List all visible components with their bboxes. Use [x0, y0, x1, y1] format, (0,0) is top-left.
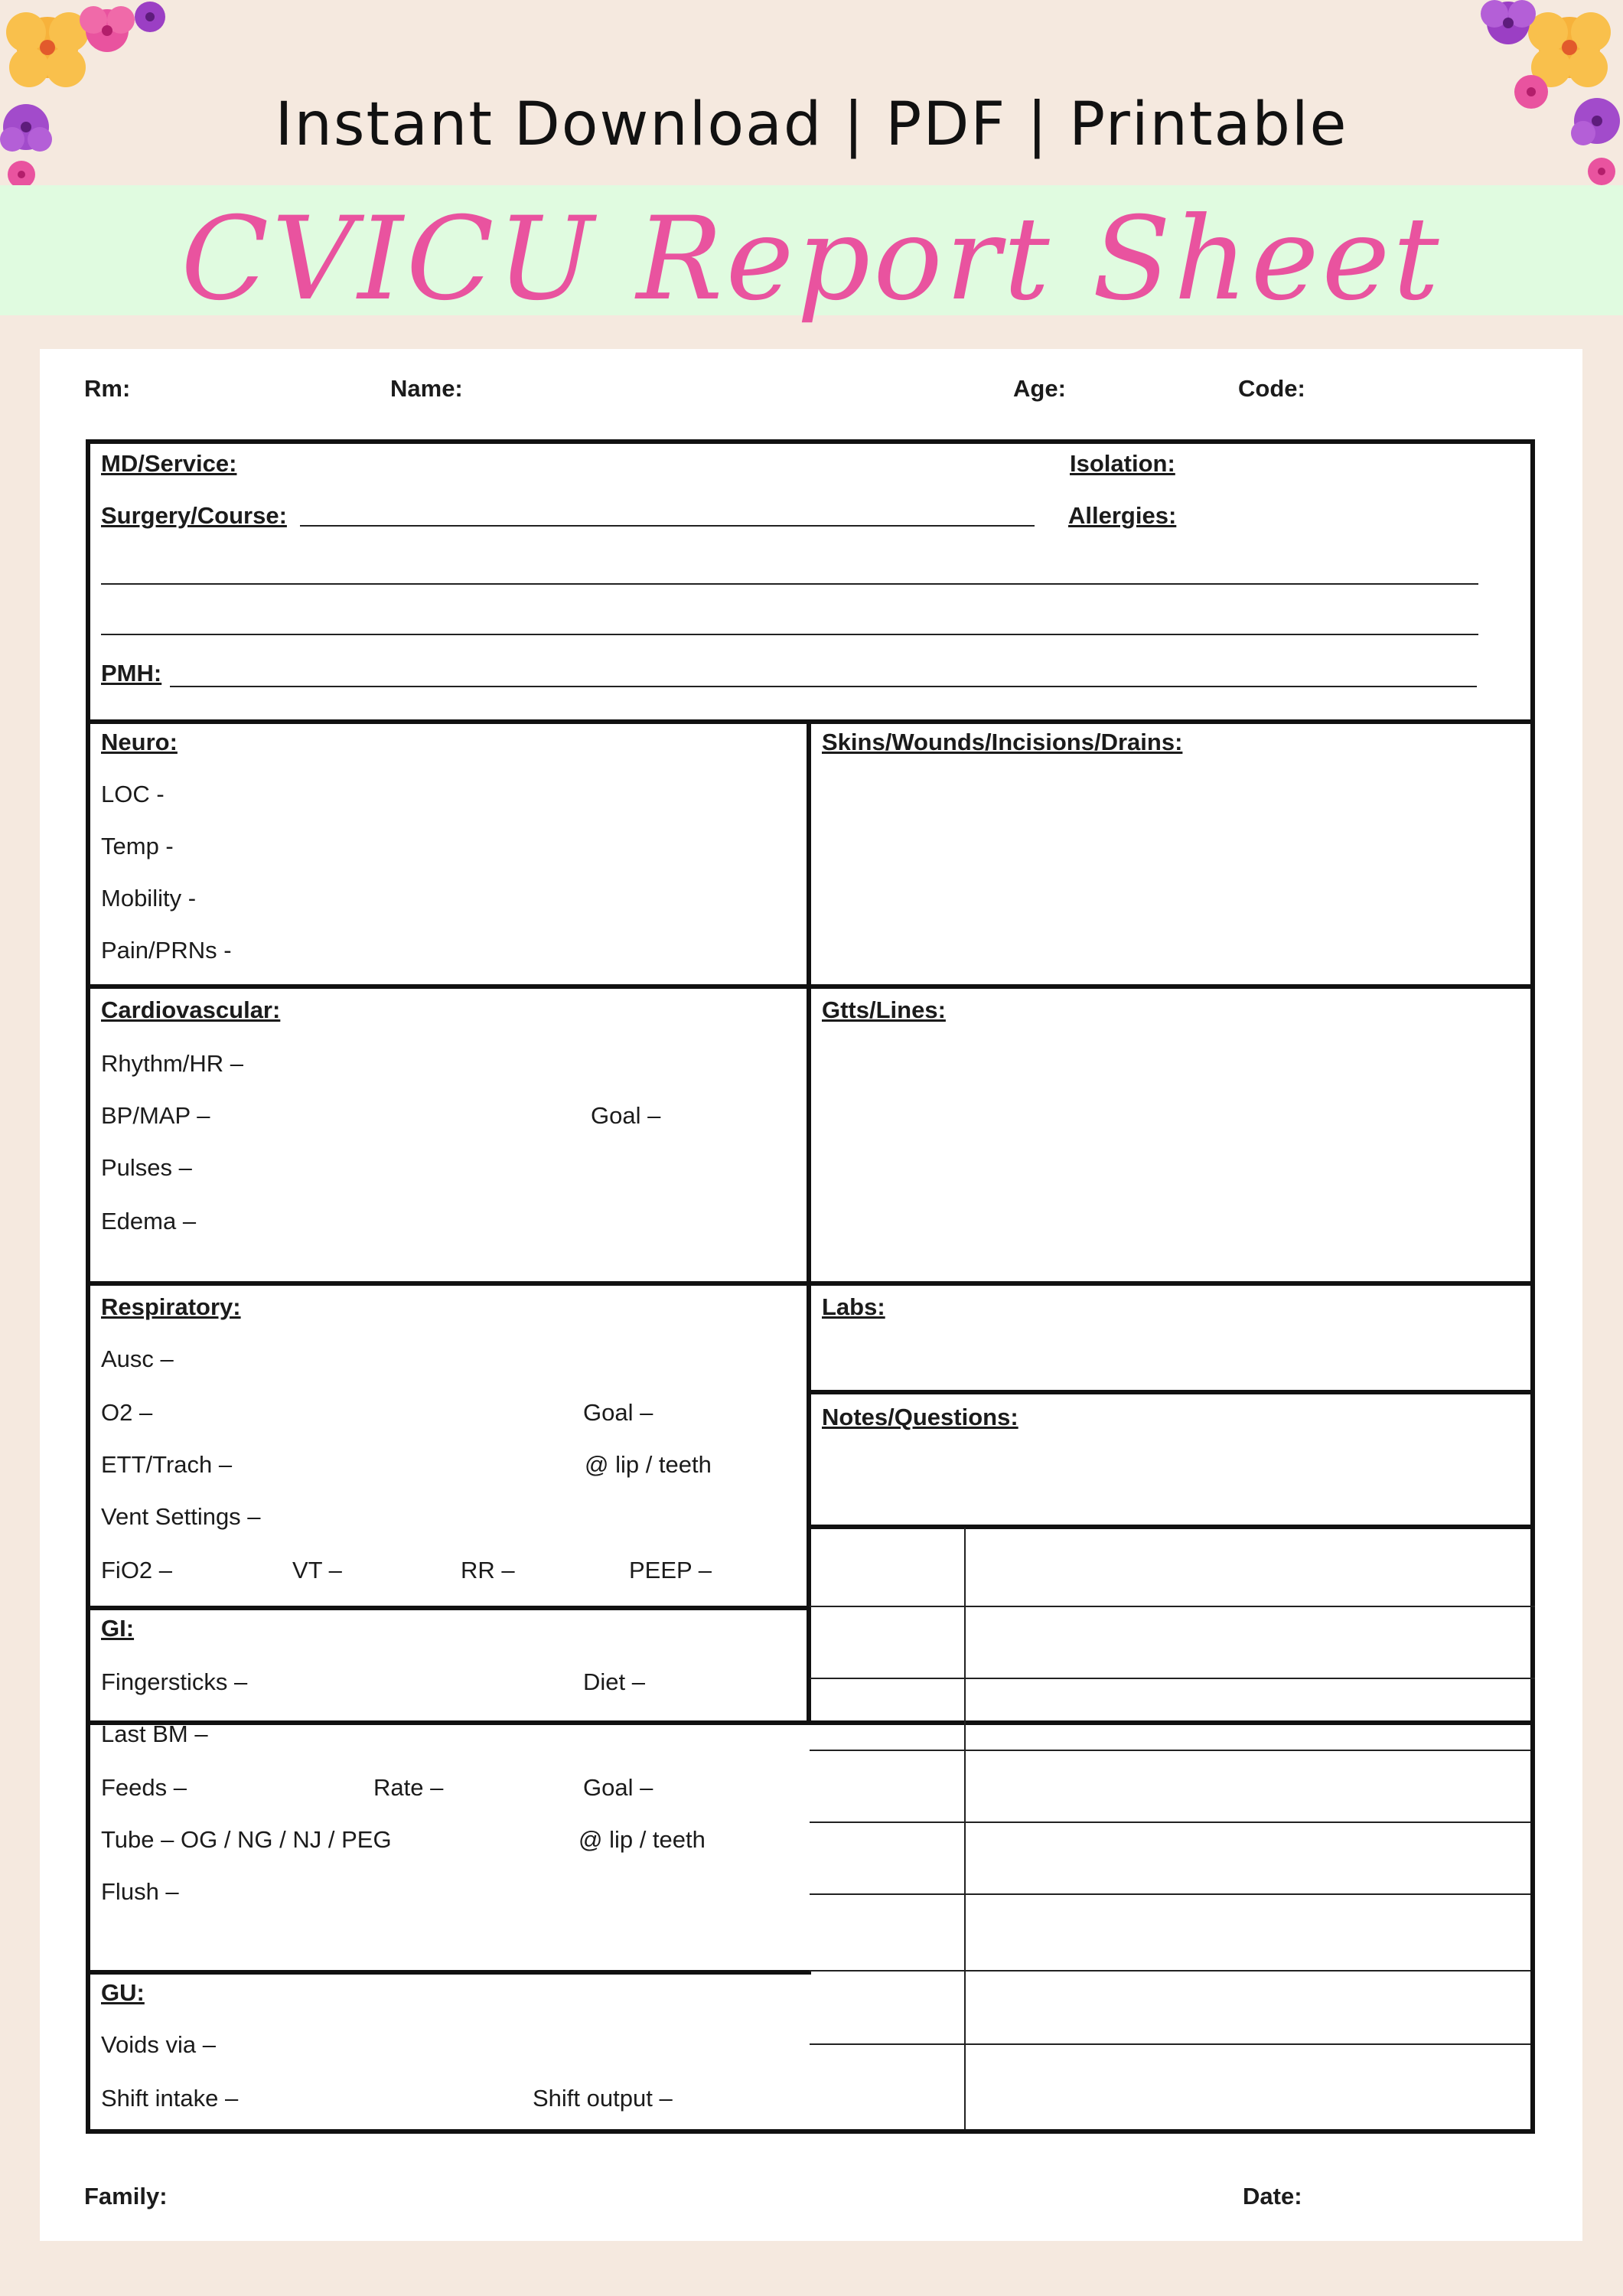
skins-title: Skins/Wounds/Incisions/Drains:	[822, 729, 1183, 755]
age-label: Age:	[1013, 375, 1066, 402]
report-sheet	[40, 349, 1582, 2241]
history-box	[86, 439, 1535, 724]
section-divider	[807, 1390, 1535, 1394]
neuro-loc: LOC -	[101, 781, 165, 807]
section-divider	[86, 1606, 811, 1610]
cardio-edema: Edema –	[101, 1208, 197, 1234]
pmh-line	[170, 686, 1477, 687]
resp-ausc: Ausc –	[101, 1345, 174, 1372]
gi-goal: Goal –	[583, 1774, 653, 1801]
resp-fio2: FiO2 –	[101, 1557, 173, 1583]
gu-title: GU:	[101, 1979, 145, 2006]
resp-lip: @ lip / teeth	[585, 1451, 712, 1478]
section-divider	[86, 984, 1535, 989]
title-banner	[0, 185, 1623, 326]
gi-lip: @ lip / teeth	[578, 1826, 706, 1853]
name-label: Name:	[390, 375, 463, 402]
table-row-line	[810, 1678, 1535, 1679]
gi-flush: Flush –	[101, 1878, 179, 1905]
gu-voids: Voids via –	[101, 2031, 216, 2058]
gi-diet: Diet –	[583, 1668, 645, 1695]
gi-title: GI:	[101, 1615, 135, 1642]
page-title: Instant Download | PDF | Printable	[275, 90, 1348, 159]
neuro-title: Neuro:	[101, 729, 178, 755]
md-service-label: MD/Service:	[101, 450, 237, 477]
history-line	[101, 583, 1478, 585]
resp-o2: O2 –	[101, 1399, 153, 1426]
neuro-temp: Temp -	[101, 833, 174, 859]
resp-ett: ETT/Trach –	[101, 1451, 233, 1478]
gi-fingersticks: Fingersticks –	[101, 1668, 248, 1695]
cardio-rhythm: Rhythm/HR –	[101, 1050, 244, 1077]
cardio-title: Cardiovascular:	[101, 996, 281, 1023]
isolation-label: Isolation:	[1070, 450, 1175, 477]
resp-rr: RR –	[461, 1557, 515, 1583]
resp-goal: Goal –	[583, 1399, 653, 1426]
gu-output: Shift output –	[533, 2085, 673, 2112]
cardio-bp: BP/MAP –	[101, 1102, 210, 1129]
gi-rate: Rate –	[373, 1774, 444, 1801]
surgery-course-line	[300, 525, 1035, 527]
history-line	[101, 634, 1478, 635]
allergies-label: Allergies:	[1068, 502, 1177, 529]
rm-label: Rm:	[84, 375, 131, 402]
gi-last-bm: Last BM –	[101, 1720, 208, 1747]
resp-vent: Vent Settings –	[101, 1503, 261, 1530]
labs-title: Labs:	[822, 1293, 885, 1320]
column-divider	[807, 719, 811, 1725]
gi-tube: Tube – OG / NG / NJ / PEG	[101, 1826, 392, 1853]
notes-title: Notes/Questions:	[822, 1404, 1018, 1430]
gu-intake: Shift intake –	[101, 2085, 239, 2112]
date-label: Date:	[1243, 2183, 1302, 2210]
pmh-label: PMH:	[101, 660, 162, 687]
report-sheet-title: CVICU Report Sheet	[181, 193, 1442, 326]
gi-gu-box	[86, 1725, 1535, 2134]
neuro-pain: Pain/PRNs -	[101, 937, 232, 964]
table-row-line	[810, 1606, 1535, 1607]
family-label: Family:	[84, 2183, 168, 2210]
resp-vt: VT –	[292, 1557, 342, 1583]
resp-peep: PEEP –	[629, 1557, 712, 1583]
gtts-title: Gtts/Lines:	[822, 996, 946, 1023]
neuro-mobility: Mobility -	[101, 885, 197, 912]
resp-title: Respiratory:	[101, 1293, 241, 1320]
cardio-goal: Goal –	[591, 1102, 661, 1129]
surgery-course-label: Surgery/Course:	[101, 502, 287, 529]
cardio-pulses: Pulses –	[101, 1154, 192, 1181]
section-divider	[807, 1525, 1535, 1529]
code-label: Code:	[1238, 375, 1305, 402]
gi-feeds: Feeds –	[101, 1774, 187, 1801]
section-divider	[86, 1281, 1535, 1286]
